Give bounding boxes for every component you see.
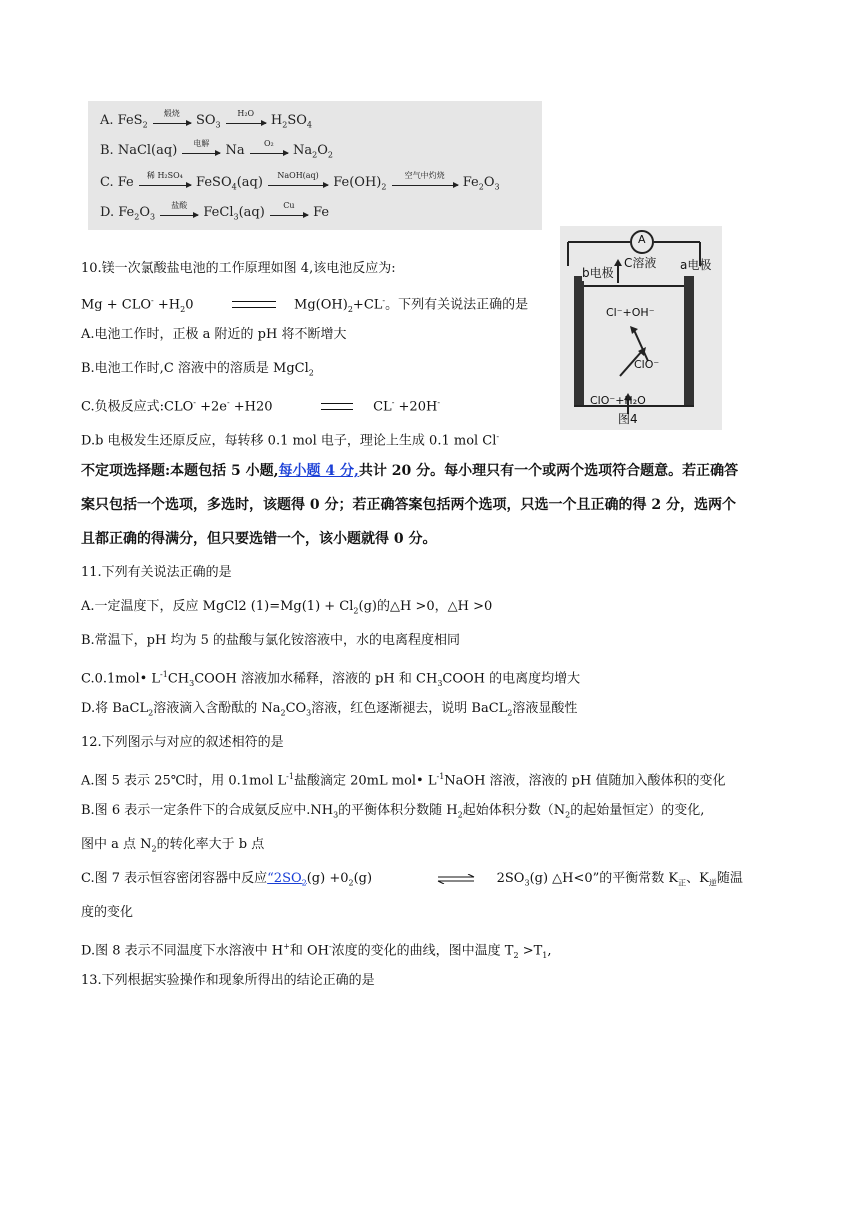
text: - — [437, 398, 441, 407]
text: - — [151, 296, 154, 305]
text: Mg + CLO — [81, 297, 152, 313]
arrow-label: 稀 H₂SO₄ — [146, 170, 183, 180]
equals-sign — [321, 403, 353, 410]
reaction-arrow — [139, 170, 191, 186]
figure-caption: 图4 — [618, 412, 638, 426]
text: (g) — [353, 871, 373, 886]
text: 3 — [333, 810, 339, 820]
text: Mg(OH) — [294, 297, 348, 313]
reaction-arrow — [182, 138, 220, 154]
text: Na — [292, 143, 313, 158]
section-instructions-line2: 案只包括一个选项，多选时，该题得 0 分；若正确答案包括两个选项，只选一个且正确的得 2 分，选两个 — [81, 497, 736, 513]
text: - — [496, 432, 500, 441]
text: 3 — [437, 678, 443, 688]
reaction-arrow — [268, 170, 328, 186]
q13-stem: 13.下列根据实验操作和现象所得出的结论正确的是 — [81, 973, 375, 988]
option-d-line — [100, 200, 330, 222]
text: 。下列有关说法正确的是 — [385, 297, 529, 313]
text: CO — [285, 701, 307, 716]
arrow-label: 空气中灼烧 — [404, 170, 445, 180]
text: C.0.1mol• L — [81, 671, 161, 687]
text: COOH 溶液加水稀释，溶液的 pH 和 CH — [194, 671, 438, 687]
text: 2 — [280, 708, 286, 718]
text: SO — [287, 113, 307, 128]
option-b-line — [100, 138, 333, 160]
section-instructions-line3: 且都正确的得满分，但只要选错一个，该小题就得 0 分。 — [81, 531, 437, 547]
text: B.图 6 表示一定条件下的合成氨反应中.NH — [81, 803, 334, 818]
text: (g) △H<0”的平衡常数 K — [529, 871, 679, 886]
q12-option-b-line1 — [81, 802, 704, 825]
text: 正 — [678, 878, 687, 888]
text: 2 — [327, 150, 333, 160]
text: “2SO — [267, 871, 302, 886]
text: C. Fe — [100, 175, 134, 190]
q12-option-c-line2: 度的变化 — [81, 905, 134, 920]
ammeter-label: A — [638, 233, 646, 246]
text: 3 — [150, 212, 156, 222]
text: - — [226, 398, 230, 407]
reaction-arrow — [250, 138, 288, 154]
q12-stem: 12.下列图示与对应的叙述相符的是 — [81, 735, 284, 750]
text: +20H — [394, 399, 438, 415]
reaction-arrow — [226, 108, 266, 124]
reaction-arrow — [392, 170, 458, 186]
text: A.一定温度下，反应 MgCl2 (1)=Mg(1) + Cl — [81, 599, 354, 614]
text: FeCl — [203, 205, 234, 220]
text: 2 — [347, 304, 353, 314]
text: D.将 BaCL — [81, 701, 149, 716]
equals-sign — [232, 301, 276, 308]
text: 盐酸滴定 20mL mol• L — [293, 773, 437, 789]
option-a-line — [100, 108, 312, 130]
text: 2 — [348, 878, 354, 888]
text: 2 — [151, 844, 157, 854]
text: 3 — [189, 678, 195, 688]
arrow-label: 煅烧 — [163, 108, 180, 118]
text: 3 — [494, 182, 500, 192]
text: B.电池工作时,C 溶液中的溶质是 MgCl — [81, 361, 309, 376]
text: (g) +0 — [306, 871, 349, 886]
text: 2 — [134, 212, 140, 222]
text: 共计 20 分。每小理只有一个或两个选项符合题意。若正确答 — [358, 463, 739, 479]
ions-top-label: Cl⁻+OH⁻ — [606, 306, 655, 319]
text: >T — [518, 943, 543, 959]
text: 起始体积分数（N — [462, 803, 566, 818]
ions-bottom-label: ClO⁻+H₂O — [590, 394, 646, 407]
text: +2e — [195, 399, 227, 415]
equilibrium-arrow — [436, 874, 476, 884]
text: - — [382, 296, 386, 305]
text: 2 — [381, 182, 387, 192]
reaction-link[interactable] — [267, 871, 307, 886]
figure-4-battery-diagram — [560, 226, 722, 430]
text: C.图 7 表示恒容密闭容器中反应 — [81, 871, 268, 886]
arrow-label: NaOH(aq) — [277, 170, 319, 180]
text: Na — [225, 143, 245, 158]
q12-option-d — [81, 938, 552, 965]
text: 溶液，红色逐渐褪去，说明 BaCL — [311, 701, 508, 716]
text: CL — [373, 399, 392, 415]
text: 溶液显酸性 — [512, 701, 578, 716]
text: 的起始量恒定）的变化, — [570, 803, 705, 818]
text: 2 — [282, 120, 288, 130]
text: +H — [153, 297, 181, 313]
q12-option-c-line1 — [81, 870, 743, 893]
text: D. Fe — [100, 205, 135, 220]
text: O — [483, 175, 495, 190]
text: O — [317, 143, 328, 158]
text: 3 — [233, 212, 239, 222]
text: NaOH 溶液，溶液的 pH 值随加入酸体积的变化 — [444, 773, 726, 789]
text: (aq) — [238, 205, 265, 220]
section-instructions-line1 — [81, 462, 738, 480]
reaction-arrow — [153, 108, 191, 124]
text: - — [193, 398, 196, 407]
text: 3 — [524, 878, 530, 888]
q12-option-a — [81, 768, 725, 790]
a-electrode-label: a电极 — [680, 258, 712, 272]
text: O — [139, 205, 150, 220]
text: -1 — [286, 772, 294, 781]
text: 2 — [457, 810, 463, 820]
text: 2 — [301, 878, 307, 888]
text: 2 — [142, 120, 148, 130]
q10-option-d — [81, 428, 499, 450]
text: , — [547, 943, 552, 959]
b-electrode-label: b电极 — [582, 266, 614, 280]
q10-option-a: A.电池工作时，正极 a 附近的 pH 将不断增大 — [81, 327, 347, 342]
text: +CL — [352, 297, 383, 313]
text: 浓度的变化的曲线，图中温度 T — [331, 943, 514, 959]
text: 2 — [180, 304, 186, 314]
arrow-label: O₂ — [263, 138, 274, 148]
q11-option-d — [81, 700, 577, 723]
reaction-arrow — [270, 200, 308, 216]
text: D.b 电极发生还原反应，每转移 0.1 mol 电子，理论上生成 0.1 mol Cl — [81, 433, 497, 449]
text: 2SO — [496, 871, 525, 886]
text: 逆 — [708, 878, 717, 888]
text: 随温 — [716, 871, 743, 886]
text: COOH 的电离度均增大 — [442, 671, 581, 687]
text: 不定项选择题:本题包括 5 小题, — [81, 463, 279, 479]
text: SO — [195, 113, 216, 128]
text: 图中 a 点 N — [81, 837, 152, 852]
text: 和 OH — [289, 943, 329, 959]
q10-option-b — [81, 360, 314, 383]
text: 、K — [686, 871, 709, 886]
text: - — [391, 398, 395, 407]
q11-option-b: B.常温下，pH 均为 5 的盐酸与氯化铵溶液中，水的电离程度相同 — [81, 633, 461, 648]
text: Fe(OH) — [333, 175, 382, 190]
text: (aq) — [236, 175, 263, 190]
text: 4 — [306, 120, 312, 130]
text: 3 — [215, 120, 221, 130]
text: 的转化率大于 b 点 — [156, 837, 265, 852]
text: A.图 5 表示 25℃时，用 0.1mol L — [81, 773, 287, 789]
q10-option-c — [81, 394, 440, 416]
q10-stem: 10.镁一次氯酸盐电池的工作原理如图 4,该电池反应为: — [81, 261, 396, 276]
reaction-arrow — [160, 200, 198, 216]
text: 4 — [231, 182, 237, 192]
text: -1 — [160, 670, 168, 679]
text: 0 — [185, 297, 194, 313]
q12-option-b-line2 — [81, 836, 264, 859]
q10-equation — [81, 292, 528, 319]
text: 的平衡体积分数随 H — [338, 803, 458, 818]
option-c-line — [100, 170, 500, 192]
text: A. FeS — [100, 113, 143, 128]
arrow-label: 盐酸 — [171, 200, 188, 210]
reaction-options-image — [88, 101, 542, 230]
text: CH — [167, 671, 190, 687]
text: 2 — [507, 708, 513, 718]
text: +H20 — [229, 399, 273, 415]
text: D.图 8 表示不同温度下水溶液中 H — [81, 943, 284, 959]
text: 1 — [542, 950, 548, 960]
ions-mid-label: ClO⁻ — [634, 358, 660, 371]
q11-option-c — [81, 666, 580, 693]
text: 2 — [308, 368, 314, 378]
text: 溶液滴入含酚酞的 Na — [153, 701, 281, 716]
text: FeSO — [196, 175, 232, 190]
text: B. NaCl(aq) — [100, 143, 178, 158]
text: 2 — [565, 810, 571, 820]
text: 2 — [312, 150, 318, 160]
text: C.负极反应式:CLO — [81, 399, 194, 415]
text: 2 — [478, 182, 484, 192]
text: Fe — [462, 175, 479, 190]
c-solution-label: C溶液 — [624, 256, 657, 270]
text: (g)的△H >0，△H >0 — [358, 599, 493, 614]
score-link[interactable]: 每小题 4 分, — [278, 463, 359, 479]
text: 2 — [148, 708, 154, 718]
text: 3 — [306, 708, 312, 718]
q11-stem: 11.下列有关说法正确的是 — [81, 565, 232, 580]
q11-option-a — [81, 598, 492, 621]
text: 2 — [513, 950, 519, 960]
arrow-label: Cu — [283, 200, 295, 210]
arrow-label: 电解 — [193, 138, 210, 148]
text: H — [270, 113, 283, 128]
text: + — [283, 942, 290, 951]
text: 2 — [353, 606, 359, 616]
arrow-label: H₂O — [237, 108, 255, 118]
text: Fe — [313, 205, 330, 220]
text: -1 — [436, 772, 445, 781]
text: - — [328, 942, 332, 951]
